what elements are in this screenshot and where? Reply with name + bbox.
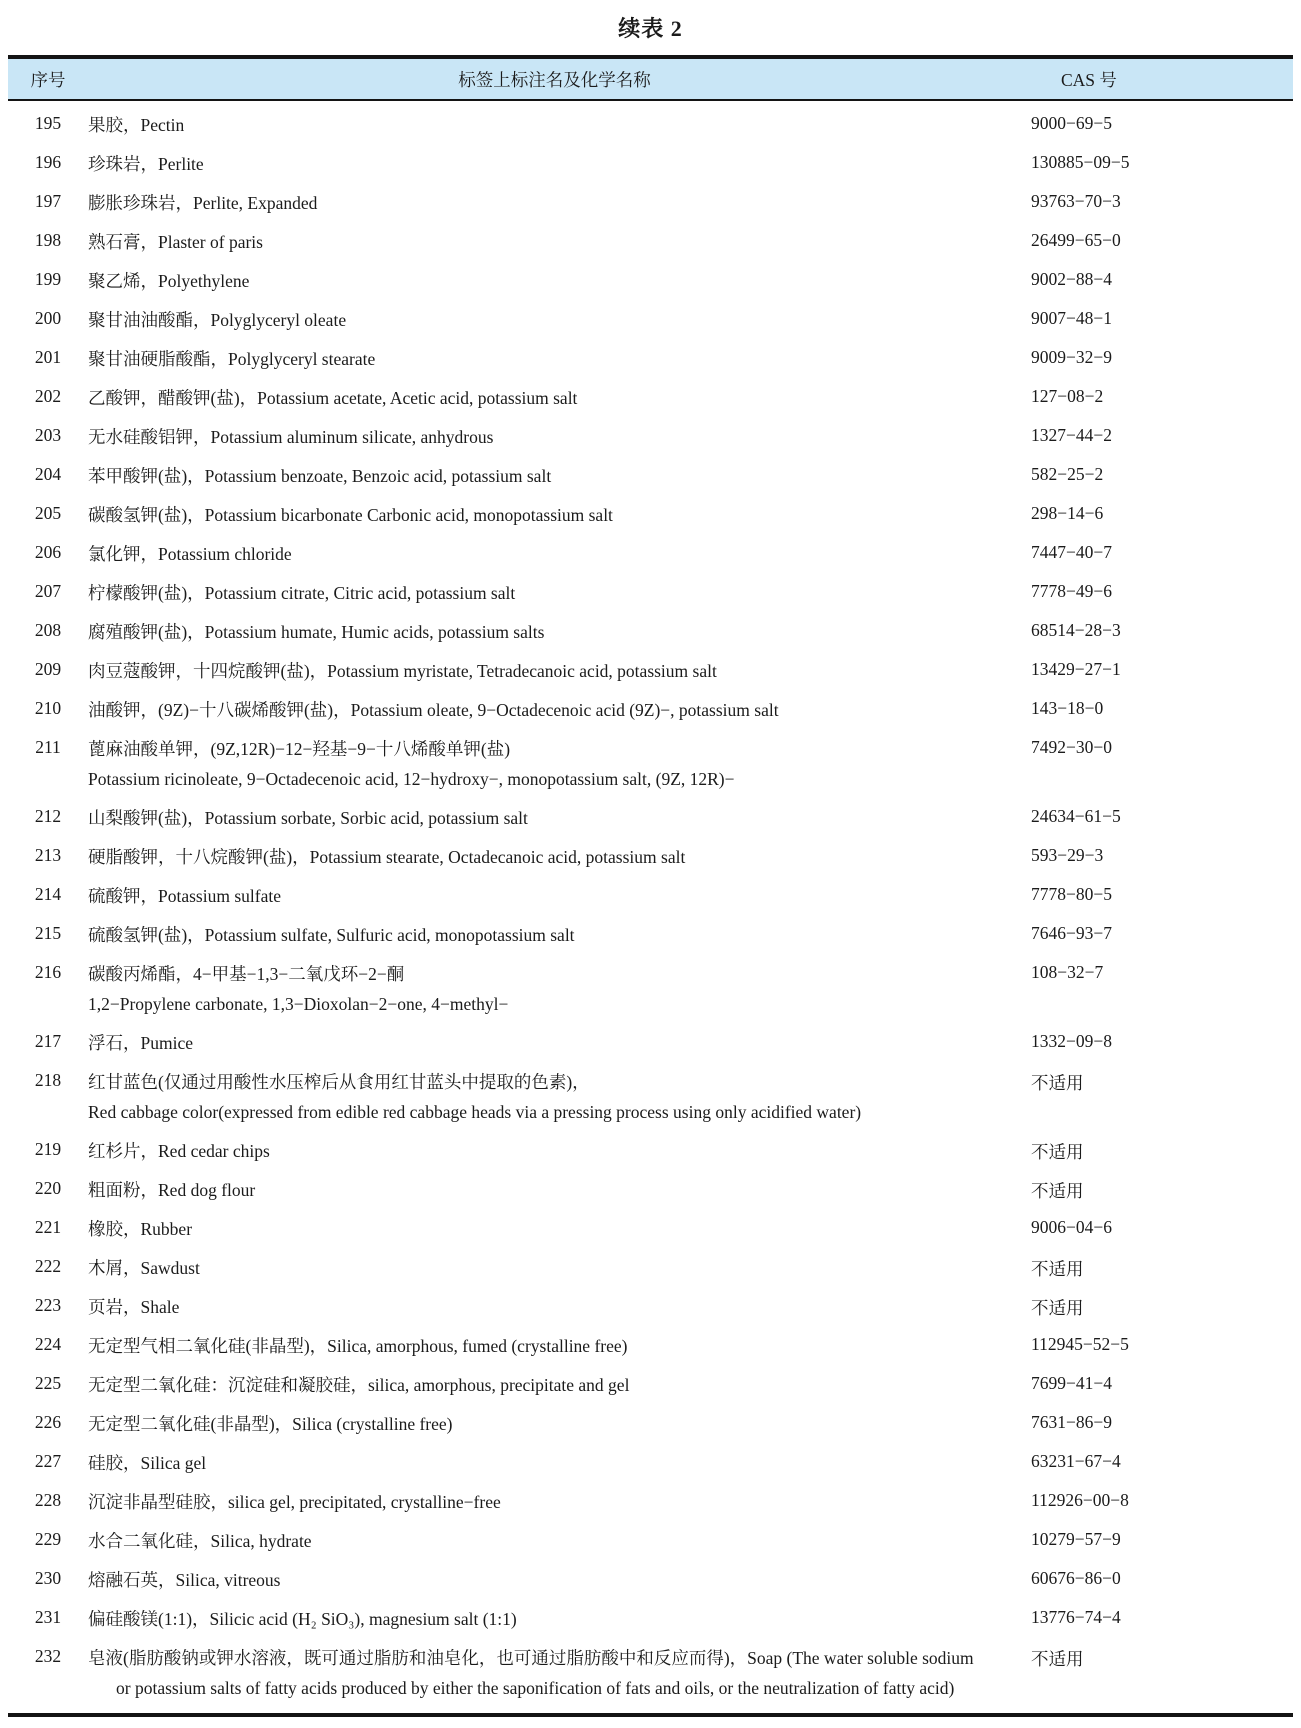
row-name-line1: 山梨酸钾(盐)，Potassium sorbate, Sorbic acid, potassium salt	[88, 808, 528, 828]
table-row	[8, 1404, 1293, 1443]
row-name	[88, 1031, 1031, 1056]
table-row	[8, 417, 1293, 456]
row-number: 196	[34, 152, 62, 172]
row-cas: 7492−30−0	[1031, 737, 1112, 757]
row-name-line2: Potassium ricinoleate, 9−Octadecenoic acid, 12−hydroxy−, monopotassium salt, (9Z, 12R)−	[88, 769, 735, 789]
chemical-table	[8, 55, 1293, 1717]
row-name-line1: 碳酸氢钾(盐)，Potassium bicarbonate Carbonic acid, monopotassium salt	[88, 505, 613, 525]
row-name	[88, 1373, 1031, 1398]
row-name	[88, 1217, 1031, 1242]
row-cas: 112945−52−5	[1031, 1334, 1129, 1354]
row-name	[88, 581, 1031, 606]
row-name-line1: 果胶，Pectin	[88, 115, 185, 135]
row-number: 230	[34, 1568, 62, 1588]
table-row	[8, 1326, 1293, 1365]
row-number: 204	[34, 464, 62, 484]
row-name-line1: 蓖麻油酸单钾，(9Z,12R)−12−羟基−9−十八烯酸单钾(盐)	[88, 739, 511, 759]
table-header-row	[8, 59, 1293, 101]
row-cas: 1327−44−2	[1031, 425, 1112, 445]
row-cas: 593−29−3	[1031, 845, 1104, 865]
row-name	[88, 884, 1031, 909]
row-name	[88, 1607, 1031, 1632]
row-cas: 不适用	[1031, 1142, 1084, 1162]
row-name	[88, 1568, 1031, 1593]
row-cas: 7778−80−5	[1031, 884, 1112, 904]
row-number: 227	[34, 1451, 62, 1471]
table-row	[8, 1560, 1293, 1599]
row-cas: 9009−32−9	[1031, 347, 1112, 367]
row-cas: 68514−28−3	[1031, 620, 1121, 640]
row-number: 229	[34, 1529, 62, 1549]
row-name-line1: 页岩，Shale	[88, 1297, 180, 1317]
row-number: 219	[34, 1139, 62, 1159]
header-col-name: 标签上标注名及化学名称	[458, 69, 651, 90]
row-name	[88, 698, 1031, 723]
row-name-line1: 皂液(脂肪酸钠或钾水溶液，既可通过脂肪和油皂化，也可通过脂肪酸中和反应而得)，Soap (The water soluble sodium	[88, 1648, 974, 1668]
row-name	[88, 308, 1031, 333]
row-number: 214	[34, 884, 62, 904]
row-name	[88, 386, 1031, 411]
table-row	[8, 144, 1293, 183]
row-cas: 7646−93−7	[1031, 923, 1112, 943]
table-row	[8, 954, 1293, 1023]
row-cas: 7631−86−9	[1031, 1412, 1112, 1432]
table-row	[8, 729, 1293, 798]
table-row	[8, 183, 1293, 222]
table-row	[8, 1131, 1293, 1170]
table-row	[8, 1482, 1293, 1521]
table-row	[8, 1209, 1293, 1248]
row-cas: 9006−04−6	[1031, 1217, 1112, 1237]
row-name-line1: 聚甘油硬脂酸酯，Polyglyceryl stearate	[88, 349, 376, 369]
row-number: 226	[34, 1412, 62, 1432]
row-name-line1: 硅胶，Silica gel	[88, 1453, 207, 1473]
row-number: 213	[34, 845, 62, 865]
row-number: 222	[34, 1256, 62, 1276]
row-cas: 24634−61−5	[1031, 806, 1121, 826]
table-row	[8, 915, 1293, 954]
row-name-line2: Red cabbage color(expressed from edible red cabbage heads via a pressing process using only acidified water)	[88, 1102, 862, 1122]
row-number: 202	[34, 386, 62, 406]
row-name-line1: 熔融石英，Silica, vitreous	[88, 1570, 281, 1590]
row-number: 231	[34, 1607, 62, 1627]
header-col-no: 序号	[30, 69, 66, 90]
row-name-line1: 偏硅酸镁(1:1)，Silicic acid (H₂ SiO₃), magnesium salt (1:1)	[88, 1609, 517, 1629]
row-number: 232	[34, 1646, 62, 1666]
table-row	[8, 1023, 1293, 1062]
row-cas: 13429−27−1	[1031, 659, 1121, 679]
header-col-cas: CAS 号	[1061, 69, 1117, 90]
table-row	[8, 612, 1293, 651]
row-number: 224	[34, 1334, 62, 1354]
row-number: 218	[34, 1070, 62, 1090]
row-name-line1: 聚乙烯，Polyethylene	[88, 271, 250, 291]
row-cas: 60676−86−0	[1031, 1568, 1121, 1588]
row-name-line1: 无定型二氧化硅：沉淀硅和凝胶硅，silica, amorphous, precipitate and gel	[88, 1375, 630, 1395]
row-name-line1: 油酸钾，(9Z)−十八碳烯酸钾(盐)，Potassium oleate, 9−Octadecenoic acid (9Z)−, potassium salt	[88, 700, 779, 720]
row-cas: 26499−65−0	[1031, 230, 1121, 250]
row-name-line2: 1,2−Propylene carbonate, 1,3−Dioxolan−2−one, 4−methyl−	[88, 994, 509, 1014]
row-name	[88, 1295, 1031, 1320]
row-cas: 不适用	[1031, 1649, 1084, 1669]
row-name	[88, 1070, 1031, 1125]
row-cas: 130885−09−5	[1031, 152, 1130, 172]
row-cas: 7447−40−7	[1031, 542, 1112, 562]
row-name-line1: 硬脂酸钾，十八烷酸钾(盐)，Potassium stearate, Octadecanoic acid, potassium salt	[88, 847, 686, 867]
row-name	[88, 1529, 1031, 1554]
table-row	[8, 1521, 1293, 1560]
row-number: 215	[34, 923, 62, 943]
table-row	[8, 534, 1293, 573]
table-row	[8, 261, 1293, 300]
row-name	[88, 806, 1031, 831]
row-cas: 7778−49−6	[1031, 581, 1112, 601]
table-row	[8, 798, 1293, 837]
row-cas: 不适用	[1031, 1181, 1084, 1201]
row-name	[88, 1256, 1031, 1281]
row-name	[88, 737, 1031, 792]
row-number: 198	[34, 230, 62, 250]
table-row	[8, 876, 1293, 915]
row-cas: 127−08−2	[1031, 386, 1104, 406]
table-row	[8, 1365, 1293, 1404]
table-row	[8, 1443, 1293, 1482]
row-name-line1: 熟石膏，Plaster of paris	[88, 232, 263, 252]
row-number: 203	[34, 425, 62, 445]
row-cas: 9007−48−1	[1031, 308, 1112, 328]
table-row	[8, 573, 1293, 612]
row-name	[88, 347, 1031, 372]
row-name-line2: or potassium salts of fatty acids produced by either the saponification of fats and oils, or the neutralization of fatty acid)	[116, 1678, 955, 1698]
row-number: 195	[34, 113, 62, 133]
row-number: 225	[34, 1373, 62, 1393]
row-name-line1: 水合二氧化硅，Silica, hydrate	[88, 1531, 312, 1551]
row-cas: 143−18−0	[1031, 698, 1104, 718]
row-name	[88, 230, 1031, 255]
row-name	[88, 1646, 1031, 1701]
row-name	[88, 620, 1031, 645]
row-number: 217	[34, 1031, 62, 1051]
table-row	[8, 690, 1293, 729]
row-name-line1: 沉淀非晶型硅胶，silica gel, precipitated, crystalline−free	[88, 1492, 501, 1512]
row-number: 205	[34, 503, 62, 523]
row-cas: 不适用	[1031, 1073, 1084, 1093]
row-number: 206	[34, 542, 62, 562]
row-name	[88, 1451, 1031, 1476]
row-name	[88, 1178, 1031, 1203]
row-name-line1: 肉豆蔻酸钾，十四烷酸钾(盐)，Potassium myristate, Tetradecanoic acid, potassium salt	[88, 661, 717, 681]
row-name-line1: 膨胀珍珠岩，Perlite, Expanded	[88, 193, 318, 213]
row-name-line1: 柠檬酸钾(盐)，Potassium citrate, Citric acid, potassium salt	[88, 583, 516, 603]
row-number: 220	[34, 1178, 62, 1198]
row-name-line1: 硫酸钾，Potassium sulfate	[88, 886, 281, 906]
row-cas: 112926−00−8	[1031, 1490, 1129, 1510]
row-name	[88, 542, 1031, 567]
row-name	[88, 191, 1031, 216]
row-name-line1: 木屑，Sawdust	[88, 1258, 200, 1278]
row-name-line1: 粗面粉，Red dog flour	[88, 1180, 256, 1200]
table-row	[8, 105, 1293, 144]
row-number: 207	[34, 581, 62, 601]
row-cas: 63231−67−4	[1031, 1451, 1121, 1471]
row-name	[88, 1334, 1031, 1359]
row-name	[88, 152, 1031, 177]
row-number: 199	[34, 269, 62, 289]
table-row	[8, 456, 1293, 495]
row-number: 221	[34, 1217, 62, 1237]
row-name-line1: 无定型二氧化硅(非晶型)，Silica (crystalline free)	[88, 1414, 453, 1434]
row-name-line1: 碳酸丙烯酯，4−甲基−1,3−二氧戊环−2−酮	[88, 964, 405, 984]
row-name-line1: 珍珠岩，Perlite	[88, 154, 204, 174]
row-name	[88, 845, 1031, 870]
row-number: 223	[34, 1295, 62, 1315]
row-cas: 10279−57−9	[1031, 1529, 1121, 1549]
row-cas: 1332−09−8	[1031, 1031, 1112, 1051]
page-title: 续表 2	[618, 16, 683, 41]
row-name	[88, 269, 1031, 294]
row-number: 212	[34, 806, 62, 826]
table-row	[8, 222, 1293, 261]
table-row	[8, 495, 1293, 534]
table-row	[8, 1062, 1293, 1131]
row-cas: 不适用	[1031, 1298, 1084, 1318]
row-name	[88, 1139, 1031, 1164]
row-name-line1: 苯甲酸钾(盐)，Potassium benzoate, Benzoic acid, potassium salt	[88, 466, 552, 486]
row-name-line1: 硫酸氢钾(盐)，Potassium sulfate, Sulfuric acid, monopotassium salt	[88, 925, 575, 945]
table-row	[8, 1248, 1293, 1287]
table-row	[8, 837, 1293, 876]
row-name	[88, 659, 1031, 684]
row-number: 200	[34, 308, 62, 328]
row-number: 228	[34, 1490, 62, 1510]
row-cas: 7699−41−4	[1031, 1373, 1112, 1393]
row-name-line1: 浮石，Pumice	[88, 1033, 193, 1053]
row-name-line1: 腐殖酸钾(盐)，Potassium humate, Humic acids, potassium salts	[88, 622, 545, 642]
row-name-line1: 红杉片，Red cedar chips	[88, 1141, 270, 1161]
row-name	[88, 113, 1031, 138]
row-number: 216	[34, 962, 62, 982]
row-number: 209	[34, 659, 62, 679]
row-name-line1: 红甘蓝色(仅通过用酸性水压榨后从食用红甘蓝头中提取的色素)，	[88, 1072, 590, 1092]
table-row	[8, 1599, 1293, 1638]
row-cas: 9002−88−4	[1031, 269, 1112, 289]
table-row	[8, 378, 1293, 417]
row-number: 210	[34, 698, 62, 718]
row-cas: 298−14−6	[1031, 503, 1104, 523]
row-cas: 9000−69−5	[1031, 113, 1112, 133]
row-name	[88, 464, 1031, 489]
table-row	[8, 651, 1293, 690]
row-cas: 582−25−2	[1031, 464, 1104, 484]
row-name	[88, 1490, 1031, 1515]
row-cas: 13776−74−4	[1031, 1607, 1121, 1627]
row-name	[88, 503, 1031, 528]
row-cas: 不适用	[1031, 1259, 1084, 1279]
row-name-line1: 无水硅酸铝钾，Potassium aluminum silicate, anhydrous	[88, 427, 494, 447]
table-body	[8, 101, 1293, 1713]
row-cas: 93763−70−3	[1031, 191, 1121, 211]
row-name-line1: 乙酸钾，醋酸钾(盐)，Potassium acetate, Acetic acid, potassium salt	[88, 388, 578, 408]
table-row	[8, 1170, 1293, 1209]
row-name	[88, 962, 1031, 1017]
table-row	[8, 300, 1293, 339]
row-cas: 108−32−7	[1031, 962, 1104, 982]
row-name-line1: 聚甘油油酸酯，Polyglyceryl oleate	[88, 310, 347, 330]
row-number: 201	[34, 347, 62, 367]
row-name-line1: 橡胶，Rubber	[88, 1219, 193, 1239]
table-row	[8, 1287, 1293, 1326]
row-number: 208	[34, 620, 62, 640]
row-number: 197	[34, 191, 62, 211]
row-name-line1: 氯化钾，Potassium chloride	[88, 544, 292, 564]
table-row	[8, 339, 1293, 378]
row-name	[88, 1412, 1031, 1437]
row-name	[88, 425, 1031, 450]
row-name-line1: 无定型气相二氧化硅(非晶型)，Silica, amorphous, fumed (crystalline free)	[88, 1336, 628, 1356]
row-number: 211	[35, 737, 61, 757]
row-name	[88, 923, 1031, 948]
table-row	[8, 1638, 1293, 1707]
